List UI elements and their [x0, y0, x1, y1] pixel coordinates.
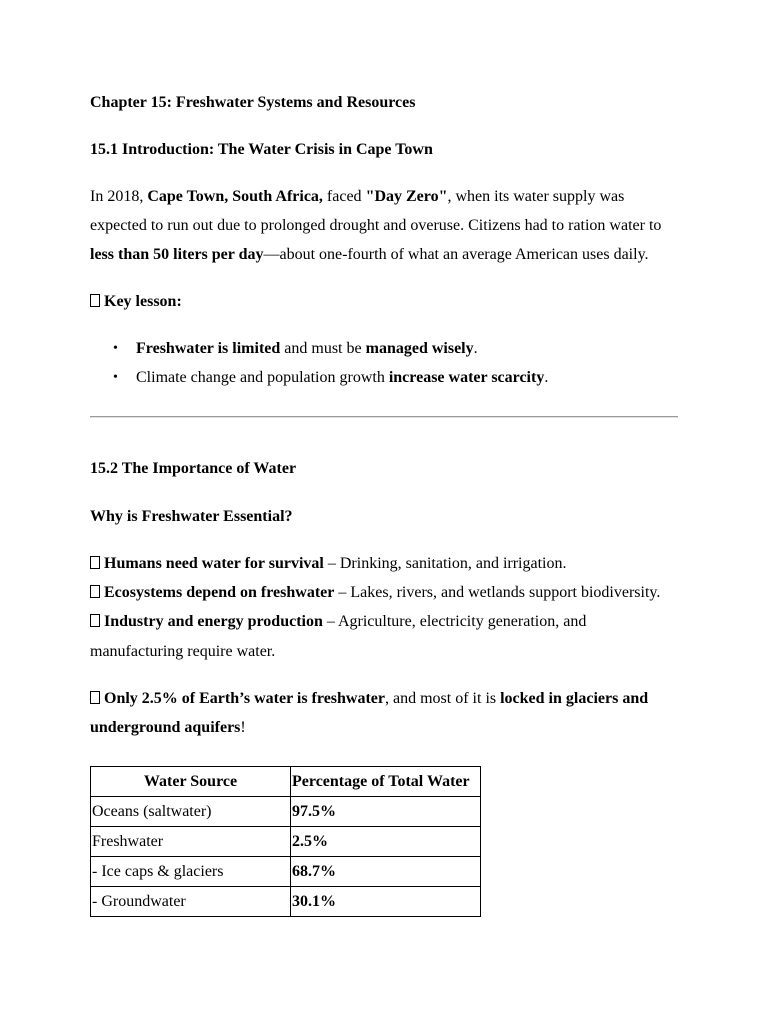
section-2-heading: 15.2 The Importance of Water	[90, 460, 297, 477]
table-cell-percentage: 68.7%	[291, 857, 481, 887]
table-row	[91, 797, 481, 827]
list-item: Climate change and population growth increase water scarcity.	[136, 369, 549, 386]
bullet-icon: •	[113, 341, 118, 356]
table-row	[91, 887, 481, 917]
table-header-row	[91, 767, 481, 797]
bullet-icon: •	[113, 370, 118, 385]
horizontal-divider	[90, 416, 678, 418]
table-cell-source: - Groundwater	[91, 887, 291, 917]
missing-glyph-icon	[90, 294, 100, 307]
chapter-title: Chapter 15: Freshwater Systems and Resources	[90, 94, 416, 111]
table-cell-source: Freshwater	[91, 827, 291, 857]
table-cell-source: Oceans (saltwater)	[91, 797, 291, 827]
table-cell-source: - Ice caps & glaciers	[91, 857, 291, 887]
missing-glyph-icon	[90, 585, 100, 598]
freshwater-fact-line-1: Only 2.5% of Earth’s water is freshwater, and most of it is locked in glaciers and	[90, 689, 648, 709]
reason-industry-continued: manufacturing require water.	[90, 643, 276, 660]
missing-glyph-icon	[90, 691, 100, 704]
table-cell-percentage: 30.1%	[291, 887, 481, 917]
missing-glyph-icon	[90, 556, 100, 569]
table-row	[91, 827, 481, 857]
freshwater-fact-line-2: underground aquifers!	[90, 719, 246, 736]
intro-paragraph-line-2: expected to run out due to prolonged drought and overuse. Citizens had to ration water to	[90, 217, 662, 234]
column-header-water-source: Water Source	[91, 767, 291, 797]
table-row	[91, 857, 481, 887]
list-item: Freshwater is limited and must be managed wisely.	[136, 340, 478, 357]
missing-glyph-icon	[90, 614, 100, 627]
reason-ecosystems: Ecosystems depend on freshwater – Lakes, rivers, and wetlands support biodiversity.	[90, 583, 660, 603]
intro-paragraph-line-3: less than 50 liters per day—about one-fourth of what an average American uses daily.	[90, 246, 649, 263]
section-2-subheading: Why is Freshwater Essential?	[90, 508, 293, 525]
key-lesson-label: Key lesson:	[90, 292, 182, 312]
table-cell-percentage: 2.5%	[291, 827, 481, 857]
water-source-table	[90, 766, 481, 917]
intro-paragraph-line-1: In 2018, Cape Town, South Africa, faced "Day Zero", when its water supply was	[90, 188, 625, 205]
reason-humans: Humans need water for survival – Drinking, sanitation, and irrigation.	[90, 554, 566, 574]
section-1-heading: 15.1 Introduction: The Water Crisis in Cape Town	[90, 141, 433, 158]
column-header-percentage: Percentage of Total Water	[291, 767, 481, 797]
reason-industry: Industry and energy production – Agriculture, electricity generation, and	[90, 612, 586, 632]
table-cell-percentage: 97.5%	[291, 797, 481, 827]
